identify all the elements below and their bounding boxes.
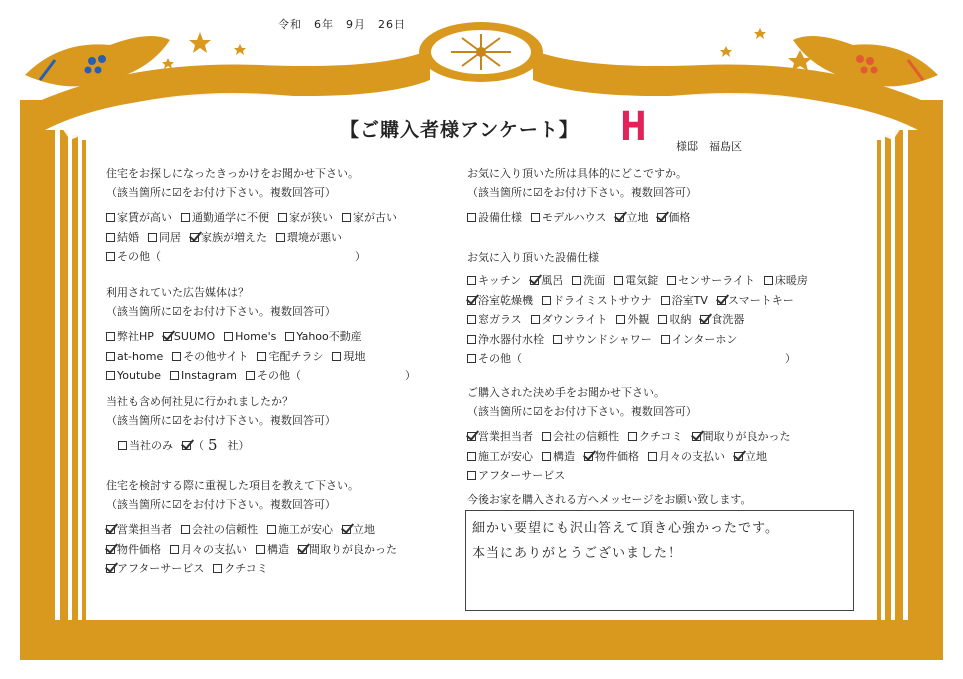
option-label: 施工が安心 [478, 449, 533, 463]
option-item[interactable] [584, 451, 639, 462]
option-item[interactable] [213, 563, 268, 574]
checkbox-checked[interactable] [530, 276, 539, 285]
checkbox[interactable] [661, 296, 670, 305]
option-label: アフターサービス [478, 469, 566, 483]
option-label: 構造 [267, 542, 289, 556]
question-3-answer [106, 436, 336, 456]
checkbox[interactable] [148, 233, 157, 242]
option-item[interactable] [700, 314, 744, 325]
other-close: ） [355, 250, 366, 264]
option-label: 間取りが良かった [309, 542, 397, 556]
question-3 [106, 396, 336, 456]
option-item[interactable] [170, 370, 237, 381]
option-label: その他（ [256, 369, 301, 383]
checkbox[interactable] [531, 315, 540, 324]
option-label: 床暖房 [774, 274, 808, 288]
option-label: 窓ガラス [478, 313, 522, 327]
checkbox[interactable] [106, 371, 115, 380]
option-label: SUUMO [173, 330, 216, 344]
option-item[interactable] [648, 451, 725, 462]
option-item[interactable] [616, 314, 649, 325]
checkbox-checked[interactable] [692, 432, 701, 441]
option-item[interactable] [467, 295, 533, 306]
checkbox-other[interactable] [467, 354, 476, 363]
companies-close: 社） [227, 439, 250, 453]
option-item[interactable] [467, 470, 565, 481]
option-label: クチコミ [639, 430, 683, 444]
checkbox[interactable] [667, 276, 676, 285]
option-item[interactable] [764, 275, 808, 286]
question-1-other [106, 247, 406, 267]
option-item[interactable] [530, 275, 563, 286]
question-2 [106, 287, 416, 386]
checkbox[interactable] [628, 432, 637, 441]
checkbox-companies[interactable] [182, 441, 191, 450]
checkbox-checked[interactable] [734, 452, 743, 461]
checkbox[interactable] [246, 371, 255, 380]
checkbox[interactable] [170, 545, 179, 554]
question-2-options [106, 327, 416, 386]
option-row [467, 291, 817, 311]
option-item[interactable] [106, 563, 204, 574]
option-row [106, 520, 406, 540]
question-5-note: （該当箇所に☑をお付け下さい。複数回答可） [467, 186, 697, 199]
option-item[interactable] [615, 212, 648, 223]
question-4-note: （該当箇所に☑をお付け下さい。複数回答可） [106, 498, 336, 511]
option-label: 営業担当者 [117, 523, 172, 537]
checkbox-checked[interactable] [615, 213, 624, 222]
checkbox-checked[interactable] [467, 432, 476, 441]
option-item[interactable] [342, 212, 397, 223]
question-6-title: お気に入り頂いた設備仕様 [467, 251, 599, 264]
question-1-options [106, 208, 406, 247]
checkbox-only-us[interactable] [118, 441, 127, 450]
option-label: 同居 [159, 230, 181, 244]
checkbox[interactable] [106, 332, 115, 341]
checkbox-checked[interactable] [106, 564, 115, 573]
option-item[interactable] [667, 275, 755, 286]
option-label: 家が狭い [289, 211, 333, 225]
checkbox[interactable] [467, 315, 476, 324]
option-label: at-home [117, 349, 164, 363]
option-label: 電気錠 [625, 274, 659, 288]
checkbox-checked[interactable] [106, 525, 115, 534]
checkbox-checked[interactable] [342, 525, 351, 534]
only-us-label: 当社のみ [129, 439, 173, 453]
option-row [106, 347, 416, 367]
option-item[interactable] [661, 295, 708, 306]
option-row [106, 540, 406, 560]
checkbox[interactable] [764, 276, 773, 285]
option-item[interactable] [278, 212, 333, 223]
option-label: モデルハウス [542, 211, 607, 225]
option-label: 立地 [626, 211, 649, 225]
option-row [106, 559, 406, 579]
option-item[interactable] [170, 544, 247, 555]
checkbox[interactable] [658, 315, 667, 324]
option-item[interactable] [657, 212, 690, 223]
option-item[interactable] [467, 334, 544, 345]
question-4-title: 住宅を検討する際に重視した項目を教えて下さい。 [106, 479, 359, 492]
option-item[interactable] [734, 451, 767, 462]
option-row [106, 208, 406, 228]
checkbox-checked[interactable] [106, 545, 115, 554]
question-7-note: （該当箇所に☑をお付け下さい。複数回答可） [467, 405, 697, 418]
option-label: 外観 [627, 313, 650, 327]
question-5-options [467, 208, 699, 228]
option-item[interactable] [106, 351, 163, 362]
option-item[interactable] [181, 212, 269, 223]
option-label: 設備仕様 [478, 211, 522, 225]
option-label: スマートキー [727, 293, 794, 307]
option-label: 立地 [353, 523, 375, 537]
option-label: 営業担当者 [478, 430, 533, 444]
companies-open: （ [193, 439, 204, 453]
option-item[interactable] [224, 331, 276, 342]
checkbox[interactable] [213, 564, 222, 573]
companies-count: 5 [208, 436, 218, 455]
option-item[interactable] [106, 370, 161, 381]
option-item[interactable] [717, 295, 794, 306]
checkbox-checked[interactable] [190, 233, 199, 242]
checkbox[interactable] [467, 213, 476, 222]
checkbox[interactable] [467, 335, 476, 344]
checkbox[interactable] [572, 276, 581, 285]
option-item[interactable] [692, 431, 791, 442]
option-row [467, 271, 817, 291]
option-item[interactable] [658, 314, 691, 325]
checkbox[interactable] [257, 352, 266, 361]
checkbox-checked[interactable] [700, 315, 709, 324]
checkbox[interactable] [181, 213, 190, 222]
option-item[interactable] [661, 334, 738, 345]
option-row [467, 310, 817, 330]
option-row [106, 327, 416, 347]
question-6-other [467, 349, 817, 369]
option-item[interactable] [267, 524, 333, 535]
option-row [467, 427, 800, 447]
option-label: 浴室乾燥機 [478, 293, 533, 307]
checkbox[interactable] [181, 525, 190, 534]
option-label: 会社の信頼性 [192, 523, 258, 537]
option-label: 価格 [668, 211, 691, 225]
option-label: 施工が安心 [278, 523, 333, 537]
question-8-title: 今後お家を購入される方へメッセージをお願い致します。 [467, 493, 752, 506]
option-item[interactable] [181, 524, 258, 535]
question-3-title: 当社も含め何社見に行かれましたか？ [106, 395, 293, 408]
question-7 [467, 387, 800, 486]
option-row [467, 208, 699, 228]
option-item[interactable] [256, 544, 289, 555]
checkbox[interactable] [267, 525, 276, 534]
option-item[interactable] [572, 275, 605, 286]
option-item[interactable] [467, 212, 522, 223]
checkbox[interactable] [542, 452, 551, 461]
other-close: ） [785, 352, 796, 366]
option-label: Yahoo不動産 [296, 330, 362, 344]
checkbox-checked[interactable] [467, 296, 476, 305]
option-item[interactable] [106, 212, 172, 223]
option-item[interactable] [332, 351, 365, 362]
checkbox[interactable] [553, 335, 562, 344]
checkbox[interactable] [614, 276, 623, 285]
option-label: 環境が悪い [287, 230, 342, 244]
question-6-options [467, 271, 817, 349]
option-item[interactable] [614, 275, 658, 286]
option-row [467, 447, 800, 467]
option-label: 現地 [343, 349, 366, 363]
option-item[interactable] [276, 232, 342, 243]
checkbox[interactable] [531, 213, 540, 222]
question-2-title: 利用されていた広告媒体は？ [106, 286, 249, 299]
option-item[interactable] [467, 275, 521, 286]
option-label: 家が古い [353, 211, 397, 225]
option-label: 弊社HP [117, 330, 154, 344]
option-label: 間取りが良かった [702, 430, 791, 444]
option-label: インターホン [671, 332, 738, 346]
other-label: その他（ [117, 250, 161, 264]
option-item[interactable] [542, 295, 652, 306]
page-title: 【ご購入者様アンケート】 [340, 119, 579, 141]
option-label: 立地 [745, 449, 767, 463]
checkbox[interactable] [106, 213, 115, 222]
checkbox[interactable] [285, 332, 294, 341]
option-label: 宅配チラシ [268, 349, 324, 363]
question-4-options [106, 520, 406, 579]
option-label: 浴室TV [671, 293, 708, 307]
option-label: 会社の信頼性 [553, 430, 619, 444]
option-label: センサーライト [678, 274, 755, 288]
question-1-note: （該当箇所に☑をお付け下さい。複数回答可） [106, 186, 336, 199]
option-label: ドライミストサウナ [553, 293, 652, 307]
checkbox-checked[interactable] [657, 213, 666, 222]
option-label: 洗面 [583, 274, 606, 288]
customer-suffix: 様邸 福島区 [676, 140, 742, 153]
option-label: 風呂 [541, 274, 564, 288]
option-label: Instagram [181, 369, 237, 383]
checkbox[interactable] [106, 352, 115, 361]
option-label: 浄水器付水栓 [478, 332, 544, 346]
option-item[interactable] [298, 544, 397, 555]
message-line-2: 本当にありがとうございました！ [472, 546, 683, 561]
option-label: 月々の支払い [659, 449, 725, 463]
option-row [467, 466, 800, 486]
message-box[interactable] [465, 510, 854, 611]
option-item[interactable] [106, 524, 172, 535]
option-label: クチコミ [224, 562, 268, 576]
checkbox[interactable] [256, 545, 265, 554]
checkbox-checked[interactable] [163, 332, 172, 341]
checkbox[interactable] [342, 213, 351, 222]
option-item[interactable] [190, 232, 267, 243]
option-item[interactable] [246, 370, 301, 381]
option-label: その他サイト [183, 349, 249, 363]
option-item[interactable] [285, 331, 361, 342]
other-label: その他（ [478, 352, 522, 366]
option-label: 物件価格 [595, 449, 639, 463]
checkbox[interactable] [648, 452, 657, 461]
option-item[interactable] [106, 331, 154, 342]
option-row [106, 228, 406, 248]
option-label: 月々の支払い [181, 542, 247, 556]
option-label: 食洗器 [711, 313, 745, 327]
option-item[interactable] [106, 544, 161, 555]
question-6 [467, 252, 817, 369]
other-close: ） [404, 369, 416, 383]
option-label: アフターサービス [117, 562, 205, 576]
question-3-note: （該当箇所に☑をお付け下さい。複数回答可） [106, 414, 336, 427]
option-label: 家族が増えた [201, 230, 267, 244]
checkbox[interactable] [467, 471, 476, 480]
checkbox-checked[interactable] [298, 545, 307, 554]
question-7-title: ご購入された決め手をお聞かせ下さい。 [467, 386, 665, 399]
message-line-1: 細かい要望にも沢山答えて頂き心強かったです。 [472, 521, 779, 536]
checkbox[interactable] [170, 371, 179, 380]
question-5-title: お気に入り頂いた所は具体的にどこですか。 [467, 167, 687, 180]
option-item[interactable] [542, 431, 619, 442]
checkbox[interactable] [467, 452, 476, 461]
option-item[interactable] [342, 524, 375, 535]
customer-initial: H [620, 104, 647, 150]
question-2-note: （該当箇所に☑をお付け下さい。複数回答可） [106, 305, 336, 318]
checkbox-checked[interactable] [584, 452, 593, 461]
checkbox-checked[interactable] [717, 296, 726, 305]
option-label: 結婚 [117, 230, 139, 244]
option-label: キッチン [478, 274, 522, 288]
question-5 [467, 168, 699, 228]
option-item[interactable] [531, 314, 608, 325]
option-item[interactable] [531, 212, 606, 223]
checkbox[interactable] [661, 335, 670, 344]
option-label: Home's [235, 330, 277, 344]
option-label: 収納 [669, 313, 692, 327]
option-item[interactable] [172, 351, 248, 362]
option-item[interactable] [553, 334, 652, 345]
option-label: 通勤通学に不便 [192, 211, 269, 225]
option-label: 物件価格 [117, 542, 161, 556]
checkbox[interactable] [542, 432, 551, 441]
option-label: サウンドシャワー [564, 332, 652, 346]
option-label: 家賃が高い [117, 211, 172, 225]
checkbox-other[interactable] [106, 252, 115, 261]
option-item[interactable] [148, 232, 181, 243]
survey-date: 令和 6年 9月 26日 [278, 18, 406, 31]
checkbox[interactable] [332, 352, 341, 361]
option-item[interactable] [106, 232, 139, 243]
option-item[interactable] [467, 314, 522, 325]
checkbox[interactable] [172, 352, 181, 361]
question-1-title: 住宅をお探しになったきっかけをお聞かせ下さい。 [106, 167, 359, 180]
checkbox[interactable] [106, 233, 115, 242]
checkbox[interactable] [276, 233, 285, 242]
checkbox[interactable] [224, 332, 233, 341]
option-label: ダウンライト [541, 313, 608, 327]
option-item[interactable] [467, 451, 533, 462]
question-4 [106, 480, 406, 579]
option-row [106, 366, 416, 386]
option-label: Youtube [117, 369, 161, 383]
question-1 [106, 168, 406, 267]
checkbox[interactable] [467, 276, 476, 285]
checkbox[interactable] [542, 296, 551, 305]
option-item[interactable] [628, 431, 683, 442]
option-row [467, 330, 817, 350]
option-item[interactable] [257, 351, 323, 362]
question-7-options [467, 427, 800, 486]
option-item[interactable] [163, 331, 215, 342]
checkbox[interactable] [616, 315, 625, 324]
option-item[interactable] [467, 431, 533, 442]
checkbox[interactable] [278, 213, 287, 222]
option-item[interactable] [542, 451, 575, 462]
option-label: 構造 [553, 449, 575, 463]
